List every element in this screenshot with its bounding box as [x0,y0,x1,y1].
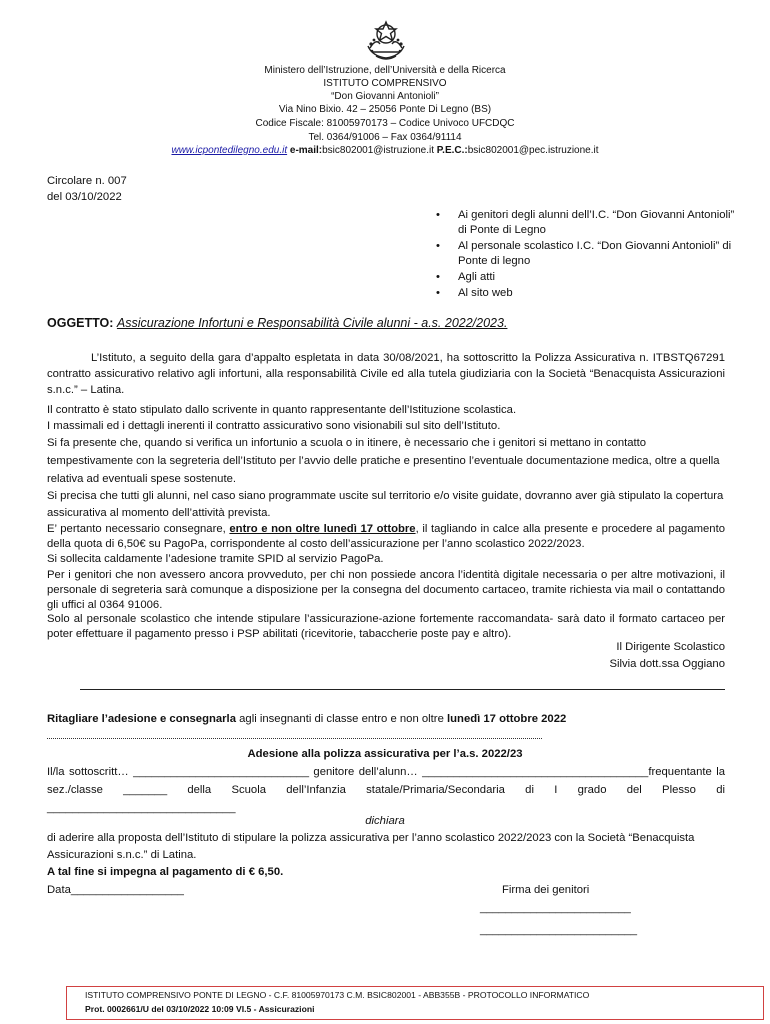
payment-commitment: A tal fine si impegna al pagamento di € 6,50. [47,866,284,878]
fiscal-code: Codice Fiscale: 81005970173 – Codice Univoco UFCDQC [255,118,515,129]
form-fill-line: Il/la sottoscritt… ____________________________ genitore dell’alunn… ____________________________________frequentante la sez./classe _______ della Scuola dell’Infanzia statale/Primaria/Secondaria di I grado del Plesso di ______________________________ [47,766,725,814]
cut-line [80,689,725,690]
subject-text: Assicurazione Infortuni e Responsabilità Civile alunni - a.s. 2022/2023. [116,316,508,330]
school-type: ISTITUTO COMPRENSIVO [323,78,447,89]
declare-word: dichiara [365,815,405,827]
p6-text-c: , il tagliando in calce alla presente e procedere al pagamento della quota di 6,50€ su PagoPa, corrispondente al costo dell’assicurazione per l’anno scolastico 2022/2023. [47,523,725,550]
signatory-role: Il Dirigente Scolastico [616,641,725,653]
signatory-name: Silvia dott.ssa Oggiano [609,658,725,670]
italian-republic-emblem-icon [362,18,410,62]
body-paragraph-1: L’Istituto, a seguito della gara d’appalto espletata in data 30/08/2021, ha sottoscritto la Polizza Assicurativa n. ITBSTQ67291 contratto assicurativo relativo agli infortuni, alla responsabilità Civile ed alla tutela giudiziaria con la Società “Benacquista Assicurazioni s.n.c.” – Latina. [47,352,725,396]
school-address: Via Nino Bixio. 42 – 25056 Ponte Di Legno (BS) [278,104,492,115]
body-paragraph-4: Si fa presente che, quando si verifica un infortunio a scuola o in itinere, è necessario che i genitori si mettano in contatto tempestivamente con la segreteria dell’Istituto per l’avvio delle pratiche e presentino l’eventuale documentazione medica, oltre a quella relativa ad eventuali spese sostenute. [47,437,720,485]
website-link[interactable]: www.icpontedilegno.edu.it [171,145,288,156]
phone-fax: Tel. 0364/91006 – Fax 0364/91114 [308,132,462,143]
body-paragraph-8: Per i genitori che non avessero ancora provveduto, per chi non possiede ancora l’identità digitale necessaria o per altre motivazioni, il personale di segreteria sarà comunque a disposizione per la consegna del documento cartaceo, tramite richiesta via mail o contattando gli uffici al 0364 91006. [47,569,725,611]
recipient-item: • Agli atti [440,270,740,285]
body-paragraph-6 [47,522,725,552]
body-paragraph-3: I massimali ed i dettagli inerenti il contratto assicurativo sono visionabili sul sito dell’Istituto. [47,420,501,432]
pec-label: P.E.C.: [436,145,468,156]
deadline-highlight: entro e non oltre lunedì 17 ottobre [229,523,416,535]
signature-line-1: ________________________ [480,902,631,914]
email-address: bsic802001@istruzione.it [322,145,437,156]
cut-instruction [47,712,566,727]
protocol-line-2: Prot. 0002661/U del 03/10/2022 10:09 VI.5 - Assicurazioni [85,1004,315,1014]
circular-number: Circolare n. 007 [47,175,127,187]
protocol-stamp [66,986,764,1020]
adhesion-text: di aderire alla proposta dell’Istituto di stipulare la polizza assicurativa per l’anno scolastico 2022/2023 con la Società “Benacquista Assicurazioni s.n.c.” di Latina. [47,832,695,861]
body-paragraph-7: Si sollecita caldamente l’adesione tramite SPID al servizio PagoPa. [47,553,384,565]
ministry-name: Ministero dell’Istruzione, dell’Università e della Ricerca [264,65,506,76]
recipient-item: • Ai genitori degli alunni dell’I.C. “Don Giovanni Antonioli” di Ponte di Legno [440,208,740,238]
date-field: Data__________________ [47,884,184,896]
pec-address: bsic802001@pec.istruzione.it [467,145,599,156]
p6-text-a: E’ pertanto necessario consegnare, [47,523,230,535]
subject-line [47,316,507,330]
body-paragraph-2: Il contratto è stato stipulato dallo scrivente in quanto rappresentante dell’Istituzione scolastica. [47,404,517,416]
recipients-list [440,208,740,302]
school-name: “Don Giovanni Antonioli” [331,91,439,102]
email-label: e-mail: [287,145,323,156]
parents-signature-label: Firma dei genitori [502,884,590,896]
recipient-item: • Al personale scolastico I.C. “Don Giovanni Antonioli” di Ponte di legno [440,239,740,269]
signature-line-2: _________________________ [480,924,638,936]
cut-instruction-a: Ritagliare l’adesione e consegnarla [47,713,236,725]
cut-instruction-c: lunedì 17 ottobre 2022 [447,713,567,725]
dotted-separator [47,738,542,739]
subject-label: OGGETTO: [47,316,114,330]
cut-instruction-b: agli insegnanti di classe entro e non oltre [235,713,447,725]
contacts-line [0,144,770,158]
circular-date: del 03/10/2022 [47,191,122,203]
protocol-line-1: ISTITUTO COMPRENSIVO PONTE DI LEGNO - C.F. 81005970173 C.M. BSIC802001 - ABB355B - PROTOCOLLO INFORMATICO [85,990,590,1000]
body-paragraph-5: Si precisa che tutti gli alunni, nel caso siano programmate uscite sul territorio e/o visite guidate, dovranno aver già stipulato la copertura assicurativa al momento dell’attività prevista. [47,490,724,519]
recipient-item: • Al sito web [440,286,740,301]
body-paragraph-9: Solo al personale scolastico che intende stipulare l’assicurazione-azione fortemente raccomandata- sarà dato il formato cartaceo per poter effettuare il pagamento presso i PSP abilitati (ricevitorie, tabaccherie poste pay e altro). [47,613,725,640]
form-title: Adesione alla polizza assicurativa per l’a.s. 2022/23 [247,748,523,760]
